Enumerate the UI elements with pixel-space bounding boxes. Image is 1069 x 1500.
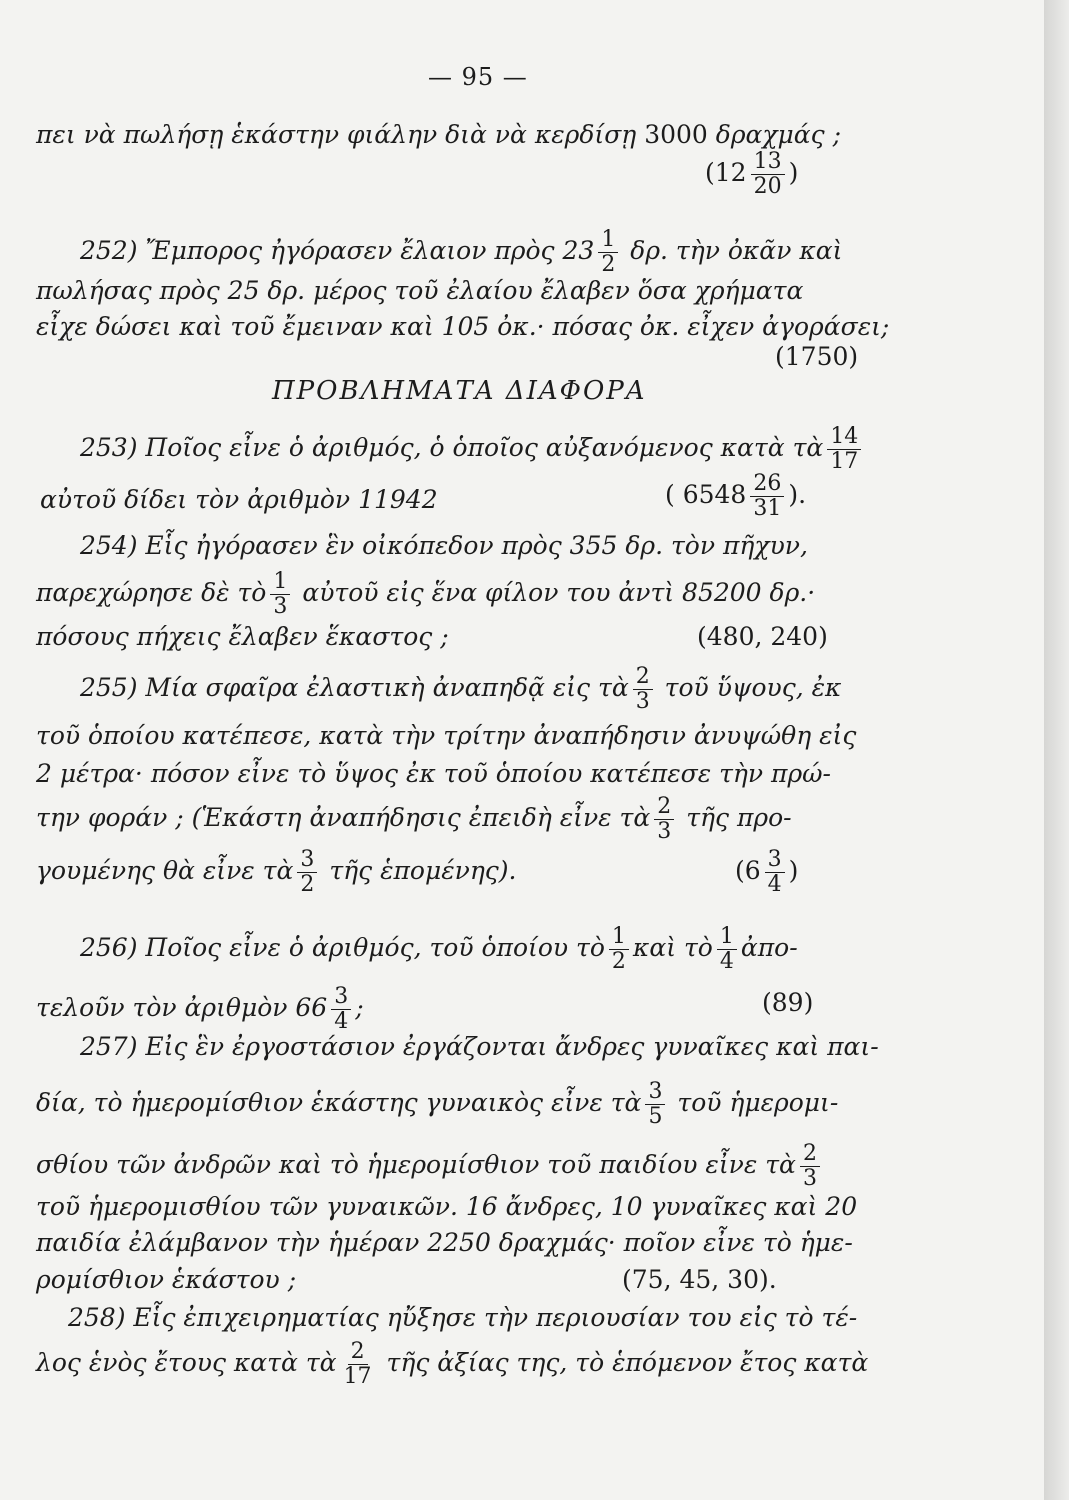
- denominator: 2: [300, 872, 315, 897]
- answer-text: (12: [705, 158, 747, 187]
- problem-256-line: [80, 925, 798, 974]
- text: ἀπο-: [740, 933, 798, 962]
- numerator: 1: [598, 228, 618, 253]
- problem-252-line: [80, 228, 842, 277]
- text: την φοράν ; (Ἑκάστη ἀναπήδησις ἐπειδὴ εἶνε τὰ: [36, 803, 651, 832]
- answer: (480, 240): [697, 622, 828, 651]
- text-line: τοῦ ὁποίου κατέπεσε, κατὰ τὴν τρίτην ἀναπήδησιν ἀνυψώθη εἰς: [36, 721, 857, 750]
- text-line: πόσους πήχεις ἔλαβεν ἕκαστος ;: [36, 622, 449, 651]
- denominator: 2: [611, 949, 626, 974]
- text: τελοῦν τὸν ἀριθμὸν 66: [36, 993, 328, 1022]
- text-line: 257) Εἰς ἓν ἐργοστάσιον ἐργάζονται ἄνδρες γυναῖκες καὶ παι-: [80, 1032, 879, 1061]
- fraction: [297, 848, 317, 897]
- section-heading: ΠΡΟΒΛΗΜΑΤΑ ΔΙΑΦΟΡΑ: [272, 376, 647, 406]
- text: τῆς προ-: [686, 803, 792, 832]
- denominator: 20: [753, 174, 782, 199]
- numerator: 2: [633, 665, 653, 690]
- text-line: εἶχε δώσει καὶ τοῦ ἔμειναν καὶ 105 ὀκ.· πόσας ὀκ. εἶχεν ἀγοράσει;: [36, 312, 890, 341]
- answer: (1750): [775, 342, 859, 371]
- fraction: [609, 925, 629, 974]
- fraction: [270, 570, 290, 619]
- numerator: 3: [331, 985, 351, 1010]
- text: 252) Ἔμπορος ἠγόρασεν ἔλαιον πρὸς 23: [80, 236, 595, 265]
- text: τῆς ἀξίας της, τὸ ἑπόμενον ἔτος κατὰ: [386, 1348, 869, 1377]
- denominator: 3: [657, 819, 672, 844]
- text: 253) Ποῖος εἶνε ὁ ἀριθμός, ὁ ὁποῖος αὐξανόμενος κατὰ τὰ: [80, 433, 824, 462]
- numerator: 2: [654, 795, 674, 820]
- fraction: [765, 848, 785, 897]
- denominator: 31: [753, 496, 782, 521]
- fraction: [827, 425, 861, 474]
- numerator: 1: [270, 570, 290, 595]
- text-line: [36, 848, 517, 897]
- numerator: 2: [348, 1340, 368, 1365]
- problem-253-line: [80, 425, 865, 474]
- text: τῆς ἑπομένης).: [329, 856, 517, 885]
- fraction: [598, 228, 618, 277]
- fraction: [341, 1340, 375, 1389]
- text-line: [36, 120, 841, 150]
- answer: (75, 45, 30).: [622, 1265, 777, 1294]
- text-line: τοῦ ἡμερομισθίου τῶν γυναικῶν. 16 ἄνδρες, 10 γυναῖκες καὶ 20: [36, 1192, 858, 1221]
- denominator: 17: [830, 449, 859, 474]
- text-line: [36, 1080, 838, 1129]
- page-edge: [1044, 0, 1069, 1500]
- answer-text: ).: [788, 480, 807, 509]
- text: αὐτοῦ εἰς ἕνα φίλον του ἀντὶ 85200 δρ.·: [302, 578, 816, 607]
- denominator: 4: [719, 949, 734, 974]
- fraction: [654, 795, 674, 844]
- text-line: 258) Εἷς ἐπιχειρηματίας ηὔξησε τὴν περιουσίαν του εἰς τὸ τέ-: [68, 1303, 858, 1332]
- answer: [705, 150, 798, 199]
- text-line: [36, 1142, 824, 1191]
- answer-text: ): [788, 856, 799, 885]
- numerator: 13: [751, 150, 785, 175]
- numerator: 3: [297, 848, 317, 873]
- text: καὶ τὸ: [632, 933, 713, 962]
- text-line: παιδία ἐλάμβανον τὴν ἡμέραν 2250 δραχμάς· ποῖον εἶνε τὸ ἡμε-: [36, 1228, 853, 1257]
- numerator: 2: [800, 1142, 820, 1167]
- text: δία, τὸ ἡμερομίσθιον ἑκάστης γυναικὸς εἶνε τὰ: [36, 1088, 642, 1117]
- text: ;: [355, 993, 364, 1022]
- text: τοῦ ἡμερομι-: [677, 1088, 839, 1117]
- answer: (89): [762, 988, 814, 1017]
- numerator: 3: [765, 848, 785, 873]
- denominator: 3: [802, 1166, 817, 1191]
- text-line: [36, 795, 792, 844]
- problem-254-line: [36, 570, 815, 619]
- answer-text: (6: [735, 856, 761, 885]
- fraction: [331, 985, 351, 1034]
- denominator: 5: [648, 1104, 663, 1129]
- text-line: [36, 1340, 868, 1389]
- answer-text: ): [788, 158, 799, 187]
- text-line: 2 μέτρα· πόσον εἶνε τὸ ὕψος ἐκ τοῦ ὁποίου κατέπεσε τὴν πρώ-: [36, 759, 831, 788]
- fraction: [800, 1142, 820, 1191]
- problem-255-line: [80, 665, 841, 714]
- fraction: [751, 150, 785, 199]
- text: 256) Ποῖος εἶνε ὁ ἀριθμός, τοῦ ὁποίου τὸ: [80, 933, 605, 962]
- text: δρ. τὴν ὀκᾶν καὶ: [630, 236, 843, 265]
- denominator: 4: [334, 1009, 349, 1034]
- numerator: 1: [609, 925, 629, 950]
- denominator: 4: [767, 872, 782, 897]
- numerator: 26: [750, 472, 784, 497]
- text: πει νὰ πωλήσῃ ἑκάστην φιάλην διὰ νὰ κερδίσῃ: [36, 120, 637, 149]
- fraction: [645, 1080, 665, 1129]
- text: παρεχώρησε δὲ τὸ: [36, 578, 267, 607]
- answer: [665, 472, 806, 521]
- numerator: 3: [645, 1080, 665, 1105]
- number: 3000: [644, 120, 708, 149]
- denominator: 3: [273, 594, 288, 619]
- text: λος ἑνὸς ἔτους κατὰ τὰ: [36, 1348, 337, 1377]
- answer-text: ( 6548: [665, 480, 747, 509]
- text: δραχμάς ;: [715, 120, 842, 149]
- text: τοῦ ὕψους, ἐκ: [664, 673, 842, 702]
- denominator: 17: [343, 1364, 372, 1389]
- denominator: 2: [601, 252, 616, 277]
- fraction: [717, 925, 737, 974]
- text: σθίου τῶν ἀνδρῶν καὶ τὸ ἡμερομίσθιον τοῦ παιδίου εἶνε τὰ: [36, 1150, 796, 1179]
- text-line: πωλήσας πρὸς 25 δρ. μέρος τοῦ ἐλαίου ἔλαβεν ὅσα χρήματα: [36, 276, 804, 305]
- text-line: 254) Εἷς ἠγόρασεν ἓν οἰκόπεδον πρὸς 355 δρ. τὸν πῆχυν,: [80, 531, 808, 560]
- text-line: αὐτοῦ δίδει τὸν ἀριθμὸν 11942: [40, 485, 438, 514]
- text: 255) Μία σφαῖρα ἐλαστικὴ ἀναπηδᾷ εἰς τὰ: [80, 673, 629, 702]
- numerator: 1: [717, 925, 737, 950]
- numerator: 14: [827, 425, 861, 450]
- fraction: [750, 472, 784, 521]
- fraction: [633, 665, 653, 714]
- text-line: ρομίσθιον ἑκάστου ;: [36, 1265, 297, 1294]
- text-line: [36, 985, 364, 1034]
- page-number: — 95 —: [428, 63, 528, 91]
- answer: [735, 848, 798, 897]
- text: γουμένης θὰ εἶνε τὰ: [36, 856, 294, 885]
- denominator: 3: [635, 689, 650, 714]
